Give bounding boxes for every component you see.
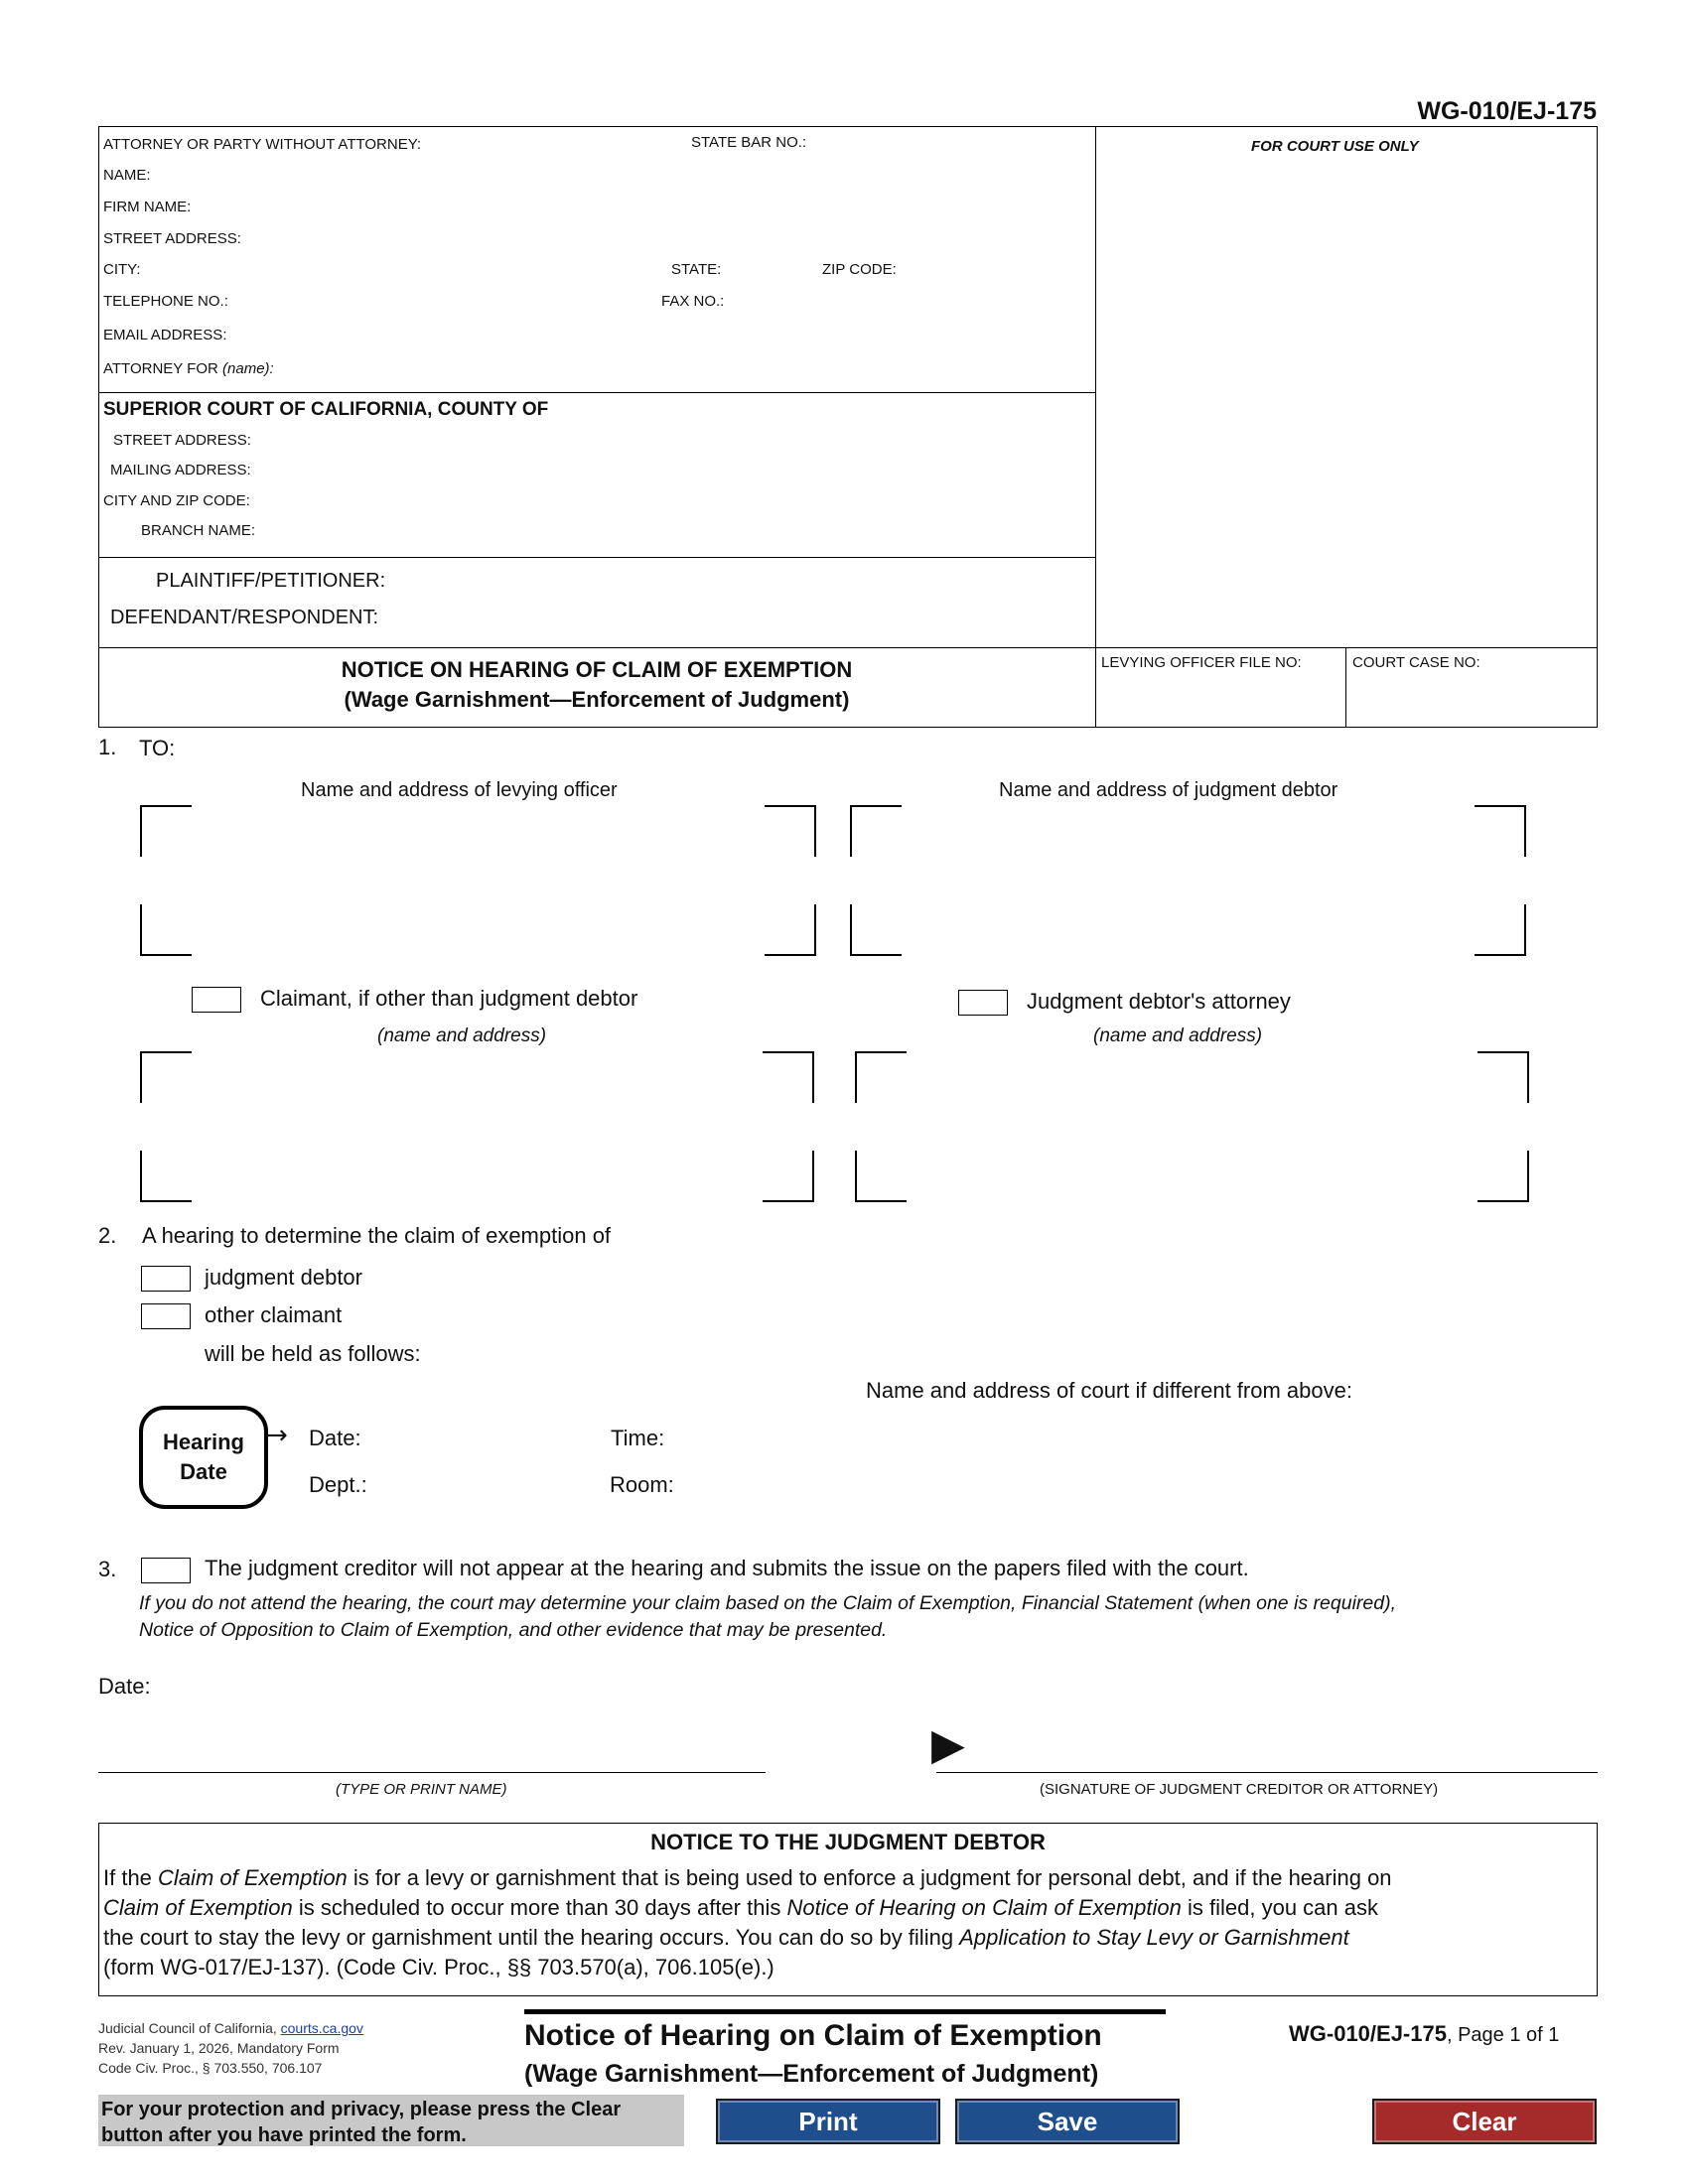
arrow-icon: → <box>266 1421 288 1450</box>
bracket <box>1475 805 1526 857</box>
bracket <box>855 1151 907 1202</box>
phone-label: TELEPHONE NO.: <box>103 293 228 310</box>
type-name-label: (TYPE OR PRINT NAME) <box>336 1781 507 1798</box>
room-label: Room: <box>610 1472 674 1497</box>
signature-label: (SIGNATURE OF JUDGMENT CREDITOR OR ATTORNEY) <box>1040 1781 1439 1798</box>
street-label: STREET ADDRESS: <box>103 230 241 247</box>
title-line1: NOTICE ON HEARING OF CLAIM OF EXEMPTION <box>341 657 853 682</box>
section1-to: TO: <box>139 736 176 760</box>
court-title: SUPERIOR COURT OF CALIFORNIA, COUNTY OF <box>103 399 549 420</box>
hearing-date-badge <box>139 1406 268 1509</box>
debtor-attorney-checkbox[interactable] <box>958 990 1008 1016</box>
footer-code: Code Civ. Proc., § 703.550, 706.107 <box>98 2060 323 2076</box>
name-line <box>98 1772 766 1773</box>
no-appear-checkbox[interactable] <box>141 1558 191 1583</box>
bracket <box>850 904 902 956</box>
section3-note2: Notice of Opposition to Claim of Exemption, and other evidence that may be presented. <box>139 1619 888 1641</box>
file-divider <box>1345 647 1346 728</box>
claimant-checkbox[interactable] <box>192 987 241 1013</box>
firm-label: FIRM NAME: <box>103 199 192 215</box>
state-bar-label: STATE BAR NO.: <box>691 134 807 151</box>
court-use-label: FOR COURT USE ONLY <box>1251 138 1419 155</box>
title-line2: (Wage Garnishment—Enforcement of Judgment) <box>344 687 850 712</box>
bracket <box>763 1051 814 1103</box>
hearing-line1: Hearing <box>163 1430 244 1454</box>
sig-date-label: Date: <box>98 1674 151 1699</box>
header-divider <box>1095 126 1096 728</box>
dept-label: Dept.: <box>309 1472 367 1497</box>
court-branch-label: BRANCH NAME: <box>141 522 256 539</box>
signature-marker-icon: ▶ <box>931 1719 965 1770</box>
footer-rev: Rev. January 1, 2026, Mandatory Form <box>98 2040 340 2056</box>
levying-file-label: LEVYING OFFICER FILE NO: <box>1101 654 1302 671</box>
section3-number: 3. <box>98 1557 117 1581</box>
plaintiff-label: PLAINTIFF/PETITIONER: <box>156 570 386 592</box>
judgment-debtor-label: Name and address of judgment debtor <box>999 779 1338 801</box>
defendant-label: DEFENDANT/RESPONDENT: <box>110 607 379 628</box>
time-label: Time: <box>611 1426 665 1450</box>
attorney-header: ATTORNEY OR PARTY WITHOUT ATTORNEY: <box>103 136 422 153</box>
attorney-for-label: ATTORNEY FOR (name): <box>103 360 274 377</box>
privacy-notice: For your protection and privacy, please press the Clear button after you have printed the form. <box>98 2095 684 2146</box>
bracket <box>765 805 816 857</box>
court-bottom-line <box>98 557 1095 558</box>
judgment-debtor-checkbox[interactable] <box>141 1266 191 1292</box>
claimant-label: Claimant, if other than judgment debtor <box>260 986 638 1011</box>
bracket <box>140 805 192 857</box>
claimant-hint: (name and address) <box>377 1025 547 1046</box>
name-label: NAME: <box>103 167 151 184</box>
fax-label: FAX NO.: <box>661 293 725 310</box>
attorney-bottom-line <box>98 392 1095 393</box>
held-label: will be held as follows: <box>205 1341 421 1366</box>
save-button[interactable]: Save <box>955 2099 1180 2144</box>
hearing-line2: Date <box>180 1459 227 1484</box>
parties-bottom-line <box>98 647 1598 648</box>
clear-button[interactable]: Clear <box>1372 2099 1597 2144</box>
footer-title1: Notice of Hearing on Claim of Exemption <box>524 2019 1102 2052</box>
bracket <box>855 1051 907 1103</box>
levying-officer-label: Name and address of levying officer <box>301 779 618 801</box>
footer-form-page: WG-010/EJ-175, Page 1 of 1 <box>1289 2021 1560 2046</box>
judgment-debtor-option: judgment debtor <box>205 1265 362 1290</box>
bracket <box>850 805 902 857</box>
bracket <box>1477 1151 1529 1202</box>
other-claimant-option: other claimant <box>205 1302 343 1327</box>
bracket <box>140 1151 192 1202</box>
email-label: EMAIL ADDRESS: <box>103 327 227 343</box>
court-mailing-label: MAILING ADDRESS: <box>110 462 251 478</box>
form-code: WG-010/EJ-175 <box>1417 97 1597 125</box>
footer-title2: (Wage Garnishment—Enforcement of Judgment) <box>524 2060 1099 2088</box>
bracket <box>1477 1051 1529 1103</box>
city-label: CITY: <box>103 261 141 278</box>
header-box <box>98 126 1598 728</box>
section3-note1: If you do not attend the hearing, the court may determine your claim based on the Claim of Exemption, Financial Statement (when one is required), <box>139 1592 1397 1614</box>
bracket <box>765 904 816 956</box>
section2-number: 2. <box>98 1223 117 1248</box>
section1-number: 1. <box>98 735 117 759</box>
bracket <box>140 1051 192 1103</box>
zip-label: ZIP CODE: <box>822 261 897 278</box>
section3-text: The judgment creditor will not appear at the hearing and submits the issue on the papers filed with the court. <box>205 1556 1249 1580</box>
footer-council: Judicial Council of California, courts.ca.gov <box>98 2020 363 2036</box>
court-city-label: CITY AND ZIP CODE: <box>103 492 250 509</box>
court-different-label: Name and address of court if different from above: <box>866 1378 1352 1403</box>
debtor-attorney-label: Judgment debtor's attorney <box>1027 989 1291 1014</box>
state-label: STATE: <box>671 261 722 278</box>
bracket <box>763 1151 814 1202</box>
print-button[interactable]: Print <box>716 2099 940 2144</box>
section2-intro: A hearing to determine the claim of exemption of <box>142 1223 612 1248</box>
footer-rule <box>524 2009 1166 2014</box>
date-label: Date: <box>309 1426 361 1450</box>
signature-line <box>936 1772 1598 1773</box>
court-street-label: STREET ADDRESS: <box>113 432 251 449</box>
case-no-label: COURT CASE NO: <box>1352 654 1480 671</box>
other-claimant-checkbox[interactable] <box>141 1303 191 1329</box>
bracket <box>1475 904 1526 956</box>
notice-title: NOTICE TO THE JUDGMENT DEBTOR <box>650 1830 1046 1854</box>
bracket <box>140 904 192 956</box>
notice-body: If the Claim of Exemption is for a levy or garnishment that is being used to enforce a judgment for personal debt, and if the hearing on Claim of Exemption is scheduled to occur more than 30 days after this Notice of Hearing on Claim of Exemption is filed, you can ask the court to stay the levy or garnishment until the hearing occurs. You can do so by filing Application to Stay Levy or Garnishment (form WG-017/EJ-137). (Code Civ. Proc., §§ 703.570(a), 706.105(e).) <box>103 1865 1392 1979</box>
debtor-attorney-hint: (name and address) <box>1093 1025 1263 1046</box>
courts-link[interactable]: courts.ca.gov <box>280 2020 363 2036</box>
